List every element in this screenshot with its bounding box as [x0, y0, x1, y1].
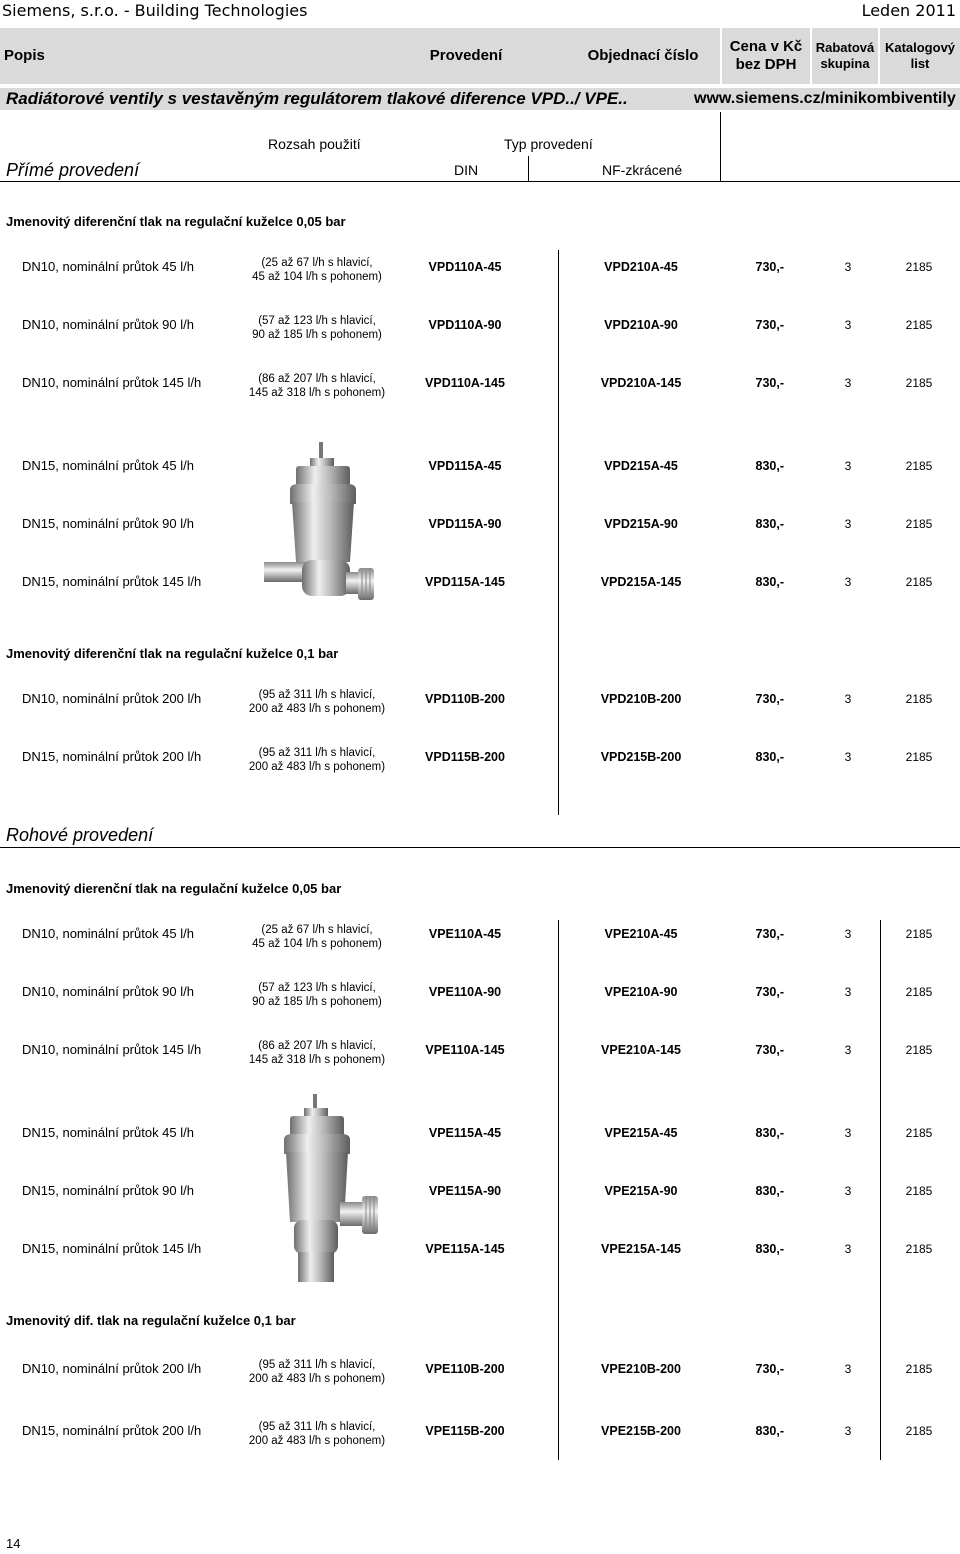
- flow-range-line1: (57 až 123 l/h s hlavicí,: [258, 315, 376, 327]
- price: 730,-: [755, 318, 784, 332]
- product-description: DN10, nominální průtok 90 l/h: [22, 984, 194, 999]
- catalog-sheet: 2185: [905, 517, 933, 531]
- flow-range-line1: (25 až 67 l/h s hlavicí,: [261, 257, 373, 269]
- order-number-nf: VPE210A-145: [601, 1043, 681, 1057]
- order-number-nf: VPD210A-145: [600, 376, 682, 390]
- col-divider: [720, 112, 721, 181]
- product-description: DN15, nominální průtok 90 l/h: [22, 516, 194, 531]
- flow-range-line2: 45 až 104 l/h s pohonem): [252, 938, 382, 950]
- price: 830,-: [755, 517, 784, 531]
- flow-range-line2: 200 až 483 l/h s pohonem): [248, 1373, 386, 1385]
- section-title-rohove: Rohové provedení: [6, 825, 154, 845]
- product-description: DN15, nominální průtok 145 l/h: [22, 574, 202, 589]
- header-katalog-line2: list: [910, 56, 930, 71]
- header-cena: [722, 28, 810, 84]
- price: 830,-: [755, 459, 784, 473]
- flow-range-line2: 145 až 318 l/h s pohonem): [248, 387, 386, 399]
- order-number-din: VPD110A-145: [425, 376, 505, 390]
- catalog-sheet: 2185: [905, 260, 933, 274]
- col-divider: [528, 156, 529, 181]
- angle-valve-image: [280, 1092, 390, 1292]
- catalog-sheet: 2185: [905, 318, 933, 332]
- flow-range-line1: (57 až 123 l/h s hlavicí,: [258, 982, 376, 994]
- order-number-nf: VPD215A-90: [604, 517, 678, 531]
- col-header-nf: NF-zkrácené: [602, 162, 683, 178]
- header-objednaci: Objednací číslo: [587, 47, 699, 64]
- header-cena-line1: Cena v Kč: [729, 38, 803, 55]
- product-description: DN10, nominální průtok 90 l/h: [22, 317, 194, 332]
- discount-group: 3: [844, 575, 852, 589]
- col-divider: [558, 250, 559, 815]
- col-header-rozsah: Rozsah použití: [268, 136, 361, 152]
- discount-group: 3: [844, 750, 852, 764]
- website-link[interactable]: www.siemens.cz/minikombiventily: [694, 90, 956, 107]
- flow-range-line1: (95 až 311 l/h s hlavicí,: [258, 1421, 376, 1433]
- flow-range-line1: (86 až 207 l/h s hlavicí,: [258, 373, 376, 385]
- discount-group: 3: [844, 517, 852, 531]
- order-number-nf: VPE215A-45: [604, 1126, 678, 1140]
- document-date: Leden 2011: [861, 1, 956, 20]
- order-number-din: VPE110B-200: [425, 1362, 505, 1376]
- header-popis: Popis: [4, 47, 45, 64]
- page-title: Radiátorové ventily s vestavěným regulátorem tlakové diference VPD../ VPE..: [6, 89, 628, 108]
- order-number-din: VPD115A-145: [425, 575, 505, 589]
- flow-range-line2: 200 až 483 l/h s pohonem): [248, 761, 386, 773]
- col-header-din: DIN: [454, 162, 479, 178]
- discount-group: 3: [844, 692, 852, 706]
- flow-range-line1: (95 až 311 l/h s hlavicí,: [258, 689, 376, 701]
- catalog-sheet: 2185: [905, 376, 933, 390]
- flow-range-line2: 90 až 185 l/h s pohonem): [252, 329, 382, 341]
- catalog-sheet: 2185: [905, 575, 933, 589]
- catalog-sheet: 2185: [905, 750, 933, 764]
- price: 730,-: [755, 1362, 784, 1376]
- order-number-din: VPD110B-200: [425, 692, 505, 706]
- product-description: DN15, nominální průtok 45 l/h: [22, 458, 194, 473]
- catalog-sheet: 2185: [905, 1424, 933, 1438]
- price: 830,-: [755, 1126, 784, 1140]
- flow-range-line1: (86 až 207 l/h s hlavicí,: [258, 1040, 376, 1052]
- catalog-sheet: 2185: [905, 1184, 933, 1198]
- order-number-din: VPD115A-90: [428, 517, 502, 531]
- discount-group: 3: [844, 376, 852, 390]
- flow-range-line1: (25 až 67 l/h s hlavicí,: [261, 924, 373, 936]
- order-number-din: VPE110A-145: [425, 1043, 505, 1057]
- price: 730,-: [755, 692, 784, 706]
- group-heading: Jmenovitý dierenční tlak na regulační kuželce 0,05 bar: [6, 881, 342, 896]
- col-divider: [880, 920, 881, 1460]
- catalog-sheet: 2185: [905, 692, 933, 706]
- flow-range-line2: 145 až 318 l/h s pohonem): [248, 1054, 386, 1066]
- order-number-din: VPE115B-200: [425, 1424, 505, 1438]
- discount-group: 3: [844, 985, 852, 999]
- discount-group: 3: [844, 1184, 852, 1198]
- order-number-nf: VPE210A-90: [604, 985, 678, 999]
- order-number-nf: VPE210B-200: [601, 1362, 681, 1376]
- order-number-nf: VPD210B-200: [600, 692, 682, 706]
- product-description: DN15, nominální průtok 145 l/h: [22, 1241, 202, 1256]
- discount-group: 3: [844, 1242, 852, 1256]
- order-number-din: VPD115A-45: [428, 459, 502, 473]
- divider: [0, 847, 960, 848]
- col-divider: [558, 920, 559, 1460]
- group-heading: Jmenovitý diferenční tlak na regulační kuželce 0,05 bar: [6, 214, 346, 229]
- order-number-din: VPD110A-90: [428, 318, 502, 332]
- header-katalog: [880, 28, 960, 84]
- product-description: DN15, nominální průtok 200 l/h: [22, 1423, 202, 1438]
- group-heading: Jmenovitý diferenční tlak na regulační kuželce 0,1 bar: [6, 646, 339, 661]
- discount-group: 3: [844, 318, 852, 332]
- price: 730,-: [755, 1043, 784, 1057]
- price: 730,-: [755, 927, 784, 941]
- order-number-nf: VPD215A-45: [604, 459, 678, 473]
- product-description: DN10, nominální průtok 145 l/h: [22, 375, 202, 390]
- order-number-din: VPE115A-45: [428, 1126, 502, 1140]
- discount-group: 3: [844, 1362, 852, 1376]
- product-description: DN10, nominální průtok 145 l/h: [22, 1042, 202, 1057]
- section-title-prime: Přímé provedení: [6, 160, 140, 180]
- discount-group: 3: [844, 260, 852, 274]
- product-description: DN10, nominální průtok 45 l/h: [22, 259, 194, 274]
- discount-group: 3: [844, 1126, 852, 1140]
- discount-group: 3: [844, 1424, 852, 1438]
- order-number-nf: VPE215B-200: [601, 1424, 681, 1438]
- catalog-sheet: 2185: [905, 1126, 933, 1140]
- header-rabat-line1: Rabatová: [815, 40, 875, 55]
- order-number-nf: VPD210A-90: [604, 318, 678, 332]
- price: 730,-: [755, 260, 784, 274]
- catalog-sheet: 2185: [905, 459, 933, 473]
- product-description: DN15, nominální průtok 200 l/h: [22, 749, 202, 764]
- flow-range-line2: 90 až 185 l/h s pohonem): [252, 996, 382, 1008]
- discount-group: 3: [844, 1043, 852, 1057]
- catalog-sheet: 2185: [905, 1242, 933, 1256]
- price: 830,-: [755, 750, 784, 764]
- product-description: DN15, nominální průtok 90 l/h: [22, 1183, 194, 1198]
- col-header-typ: Typ provedení: [504, 136, 593, 152]
- product-description: DN10, nominální průtok 200 l/h: [22, 691, 202, 706]
- price: 830,-: [755, 1242, 784, 1256]
- order-number-din: VPE110A-45: [428, 927, 502, 941]
- order-number-din: VPD115B-200: [425, 750, 505, 764]
- discount-group: 3: [844, 459, 852, 473]
- flow-range-line2: 45 až 104 l/h s pohonem): [252, 271, 382, 283]
- price: 730,-: [755, 376, 784, 390]
- price: 830,-: [755, 1424, 784, 1438]
- company-name: Siemens, s.r.o. - Building Technologies: [2, 1, 308, 20]
- header-rabat-line2: skupina: [820, 56, 870, 71]
- order-number-nf: VPD210A-45: [604, 260, 678, 274]
- order-number-nf: VPD215A-145: [600, 575, 682, 589]
- price: 830,-: [755, 1184, 784, 1198]
- order-number-nf: VPE215A-145: [601, 1242, 681, 1256]
- order-number-nf: VPD215B-200: [600, 750, 682, 764]
- catalog-sheet: 2185: [905, 927, 933, 941]
- catalog-sheet: 2185: [905, 1362, 933, 1376]
- flow-range-line1: (95 až 311 l/h s hlavicí,: [258, 1359, 376, 1371]
- price: 730,-: [755, 985, 784, 999]
- header-cena-line2: bez DPH: [735, 56, 797, 73]
- order-number-din: VPE110A-90: [428, 985, 502, 999]
- divider: [0, 181, 960, 182]
- product-description: DN10, nominální průtok 200 l/h: [22, 1361, 202, 1376]
- straight-valve-image: [262, 440, 382, 615]
- flow-range-line2: 200 až 483 l/h s pohonem): [248, 703, 386, 715]
- discount-group: 3: [844, 927, 852, 941]
- product-description: DN15, nominální průtok 45 l/h: [22, 1125, 194, 1140]
- header-katalog-line1: Katalogový: [884, 40, 956, 55]
- product-description: DN10, nominální průtok 45 l/h: [22, 926, 194, 941]
- header-provedeni: Provedení: [429, 47, 503, 64]
- header-rabat: [812, 28, 878, 84]
- page-number: 14: [6, 1536, 21, 1551]
- flow-range-line1: (95 až 311 l/h s hlavicí,: [258, 747, 376, 759]
- price: 830,-: [755, 575, 784, 589]
- order-number-nf: VPE210A-45: [604, 927, 678, 941]
- order-number-din: VPD110A-45: [428, 260, 502, 274]
- group-heading: Jmenovitý dif. tlak na regulační kuželce 0,1 bar: [6, 1313, 296, 1328]
- order-number-din: VPE115A-145: [425, 1242, 505, 1256]
- catalog-sheet: 2185: [905, 985, 933, 999]
- flow-range-line2: 200 až 483 l/h s pohonem): [248, 1435, 386, 1447]
- order-number-nf: VPE215A-90: [604, 1184, 678, 1198]
- order-number-din: VPE115A-90: [428, 1184, 502, 1198]
- catalog-sheet: 2185: [905, 1043, 933, 1057]
